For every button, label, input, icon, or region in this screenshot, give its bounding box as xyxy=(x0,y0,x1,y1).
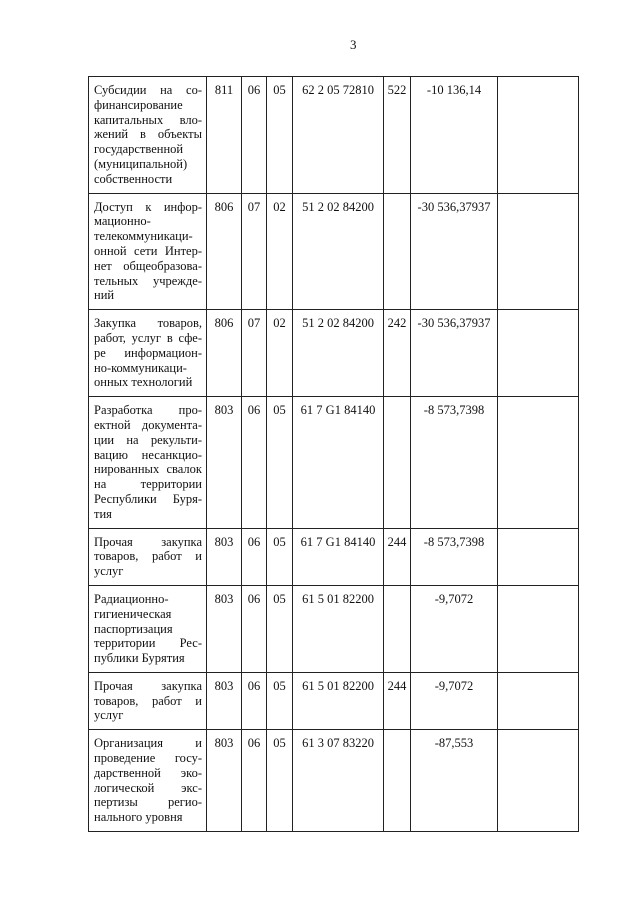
table-row xyxy=(89,193,579,310)
amount-cell: -8 573,7398 xyxy=(411,528,498,585)
dept-code-cell: 806 xyxy=(207,310,242,397)
expense-type-cell xyxy=(384,397,411,528)
blank-cell xyxy=(498,585,579,672)
item-name-line: товаров, работ и xyxy=(94,693,202,708)
subsection-cell: 02 xyxy=(267,310,293,397)
section-cell: 06 xyxy=(242,77,267,194)
item-name-cell xyxy=(89,528,207,585)
item-name-line: товаров, работ и xyxy=(94,549,202,564)
target-item-cell: 61 5 01 82200 xyxy=(293,585,384,672)
item-name-line: но-коммуникаци- xyxy=(94,360,187,375)
target-item-cell: 61 7 G1 84140 xyxy=(293,397,384,528)
expense-type-cell xyxy=(384,730,411,832)
item-name-line: ний xyxy=(94,288,115,303)
section-cell: 06 xyxy=(242,397,267,528)
item-name-line: услуг xyxy=(94,708,124,723)
item-name-line: гигиеническая xyxy=(94,606,172,621)
amount-cell: -87,553 xyxy=(411,730,498,832)
section-cell: 06 xyxy=(242,528,267,585)
item-name-line: Закупка товаров, xyxy=(94,316,202,331)
section-cell: 06 xyxy=(242,585,267,672)
item-name-line: нет общеобразова- xyxy=(94,258,202,273)
item-name-line: мационно- xyxy=(94,214,151,229)
subsection-cell: 05 xyxy=(267,397,293,528)
item-name-cell xyxy=(89,397,207,528)
amount-cell: -9,7072 xyxy=(411,585,498,672)
blank-cell xyxy=(498,397,579,528)
dept-code-cell: 803 xyxy=(207,730,242,832)
table-row xyxy=(89,585,579,672)
item-name-cell xyxy=(89,672,207,729)
dept-code-cell: 803 xyxy=(207,397,242,528)
item-name-line: работ, услуг в сфе- xyxy=(94,330,202,345)
dept-code-cell: 803 xyxy=(207,672,242,729)
dept-code-cell: 806 xyxy=(207,193,242,310)
subsection-cell: 05 xyxy=(267,585,293,672)
section-cell: 06 xyxy=(242,672,267,729)
table-row xyxy=(89,528,579,585)
item-name-line: на территории xyxy=(94,477,202,492)
target-item-cell: 61 7 G1 84140 xyxy=(293,528,384,585)
item-name-line: телекоммуникаци- xyxy=(94,229,193,244)
item-name-line: Республики Буря- xyxy=(94,491,202,506)
amount-cell: -30 536,37937 xyxy=(411,193,498,310)
item-name-line: ре информацион- xyxy=(94,345,202,360)
item-name-line: Радиационно- xyxy=(94,591,169,606)
blank-cell xyxy=(498,193,579,310)
amount-cell: -8 573,7398 xyxy=(411,397,498,528)
amount-cell: -10 136,14 xyxy=(411,77,498,194)
item-name-cell xyxy=(89,77,207,194)
subsection-cell: 02 xyxy=(267,193,293,310)
blank-cell xyxy=(498,310,579,397)
item-name-line: нированных свалок xyxy=(94,462,202,477)
amount-cell: -30 536,37937 xyxy=(411,310,498,397)
target-item-cell: 51 2 02 84200 xyxy=(293,193,384,310)
item-name-line: нального уровня xyxy=(94,810,183,825)
item-name-line: тельных учрежде- xyxy=(94,273,202,288)
dept-code-cell: 803 xyxy=(207,528,242,585)
subsection-cell: 05 xyxy=(267,730,293,832)
target-item-cell: 61 5 01 82200 xyxy=(293,672,384,729)
item-name-line: Разработка про- xyxy=(94,403,202,418)
budget-table-body xyxy=(89,77,579,832)
item-name-line: Доступ к инфор- xyxy=(94,199,202,214)
budget-table xyxy=(88,76,579,832)
blank-cell xyxy=(498,528,579,585)
item-name-line: паспортизация xyxy=(94,621,173,636)
blank-cell xyxy=(498,77,579,194)
table-row xyxy=(89,77,579,194)
item-name-line: Прочая закупка xyxy=(94,534,202,549)
item-name-line: (муниципальной) xyxy=(94,156,188,171)
table-row xyxy=(89,730,579,832)
table-row xyxy=(89,672,579,729)
item-name-line: собственности xyxy=(94,171,173,186)
item-name-line: проведение госу- xyxy=(94,751,202,766)
item-name-line: дарственной эко- xyxy=(94,765,202,780)
item-name-line: онных технологий xyxy=(94,375,193,390)
expense-type-cell xyxy=(384,193,411,310)
item-name-line: ектной документа- xyxy=(94,417,202,432)
expense-type-cell: 244 xyxy=(384,528,411,585)
table-row xyxy=(89,397,579,528)
section-cell: 07 xyxy=(242,193,267,310)
blank-cell xyxy=(498,730,579,832)
item-name-cell xyxy=(89,730,207,832)
item-name-line: услуг xyxy=(94,564,124,579)
item-name-line: тия xyxy=(94,506,112,521)
target-item-cell: 51 2 02 84200 xyxy=(293,310,384,397)
item-name-line: ции на рекульти- xyxy=(94,432,202,447)
item-name-line: Субсидии на со- xyxy=(94,83,202,97)
expense-type-cell: 242 xyxy=(384,310,411,397)
item-name-cell xyxy=(89,193,207,310)
item-name-line: публики Бурятия xyxy=(94,651,185,666)
subsection-cell: 05 xyxy=(267,528,293,585)
expense-type-cell: 522 xyxy=(384,77,411,194)
subsection-cell: 05 xyxy=(267,672,293,729)
item-name-line: государственной xyxy=(94,142,184,157)
amount-cell: -9,7072 xyxy=(411,672,498,729)
item-name-line: вацию несанкцио- xyxy=(94,447,202,462)
item-name-line: жений в объекты xyxy=(94,127,202,142)
dept-code-cell: 803 xyxy=(207,585,242,672)
expense-type-cell xyxy=(384,585,411,672)
item-name-line: капитальных вло- xyxy=(94,112,202,127)
section-cell: 06 xyxy=(242,730,267,832)
item-name-line: пертизы регио- xyxy=(94,795,202,810)
blank-cell xyxy=(498,672,579,729)
target-item-cell: 62 2 05 72810 xyxy=(293,77,384,194)
page-number: 3 xyxy=(350,37,357,52)
item-name-cell xyxy=(89,585,207,672)
item-name-line: Прочая закупка xyxy=(94,678,202,693)
table-row xyxy=(89,310,579,397)
item-name-line: территории Рес- xyxy=(94,636,202,651)
dept-code-cell: 811 xyxy=(207,77,242,194)
subsection-cell: 05 xyxy=(267,77,293,194)
item-name-line: логической экс- xyxy=(94,780,202,795)
item-name-line: онной сети Интер- xyxy=(94,243,202,258)
item-name-cell xyxy=(89,310,207,397)
section-cell: 07 xyxy=(242,310,267,397)
expense-type-cell: 244 xyxy=(384,672,411,729)
item-name-line: финансирование xyxy=(94,97,183,112)
item-name-line: Организация и xyxy=(94,736,202,751)
target-item-cell: 61 3 07 83220 xyxy=(293,730,384,832)
